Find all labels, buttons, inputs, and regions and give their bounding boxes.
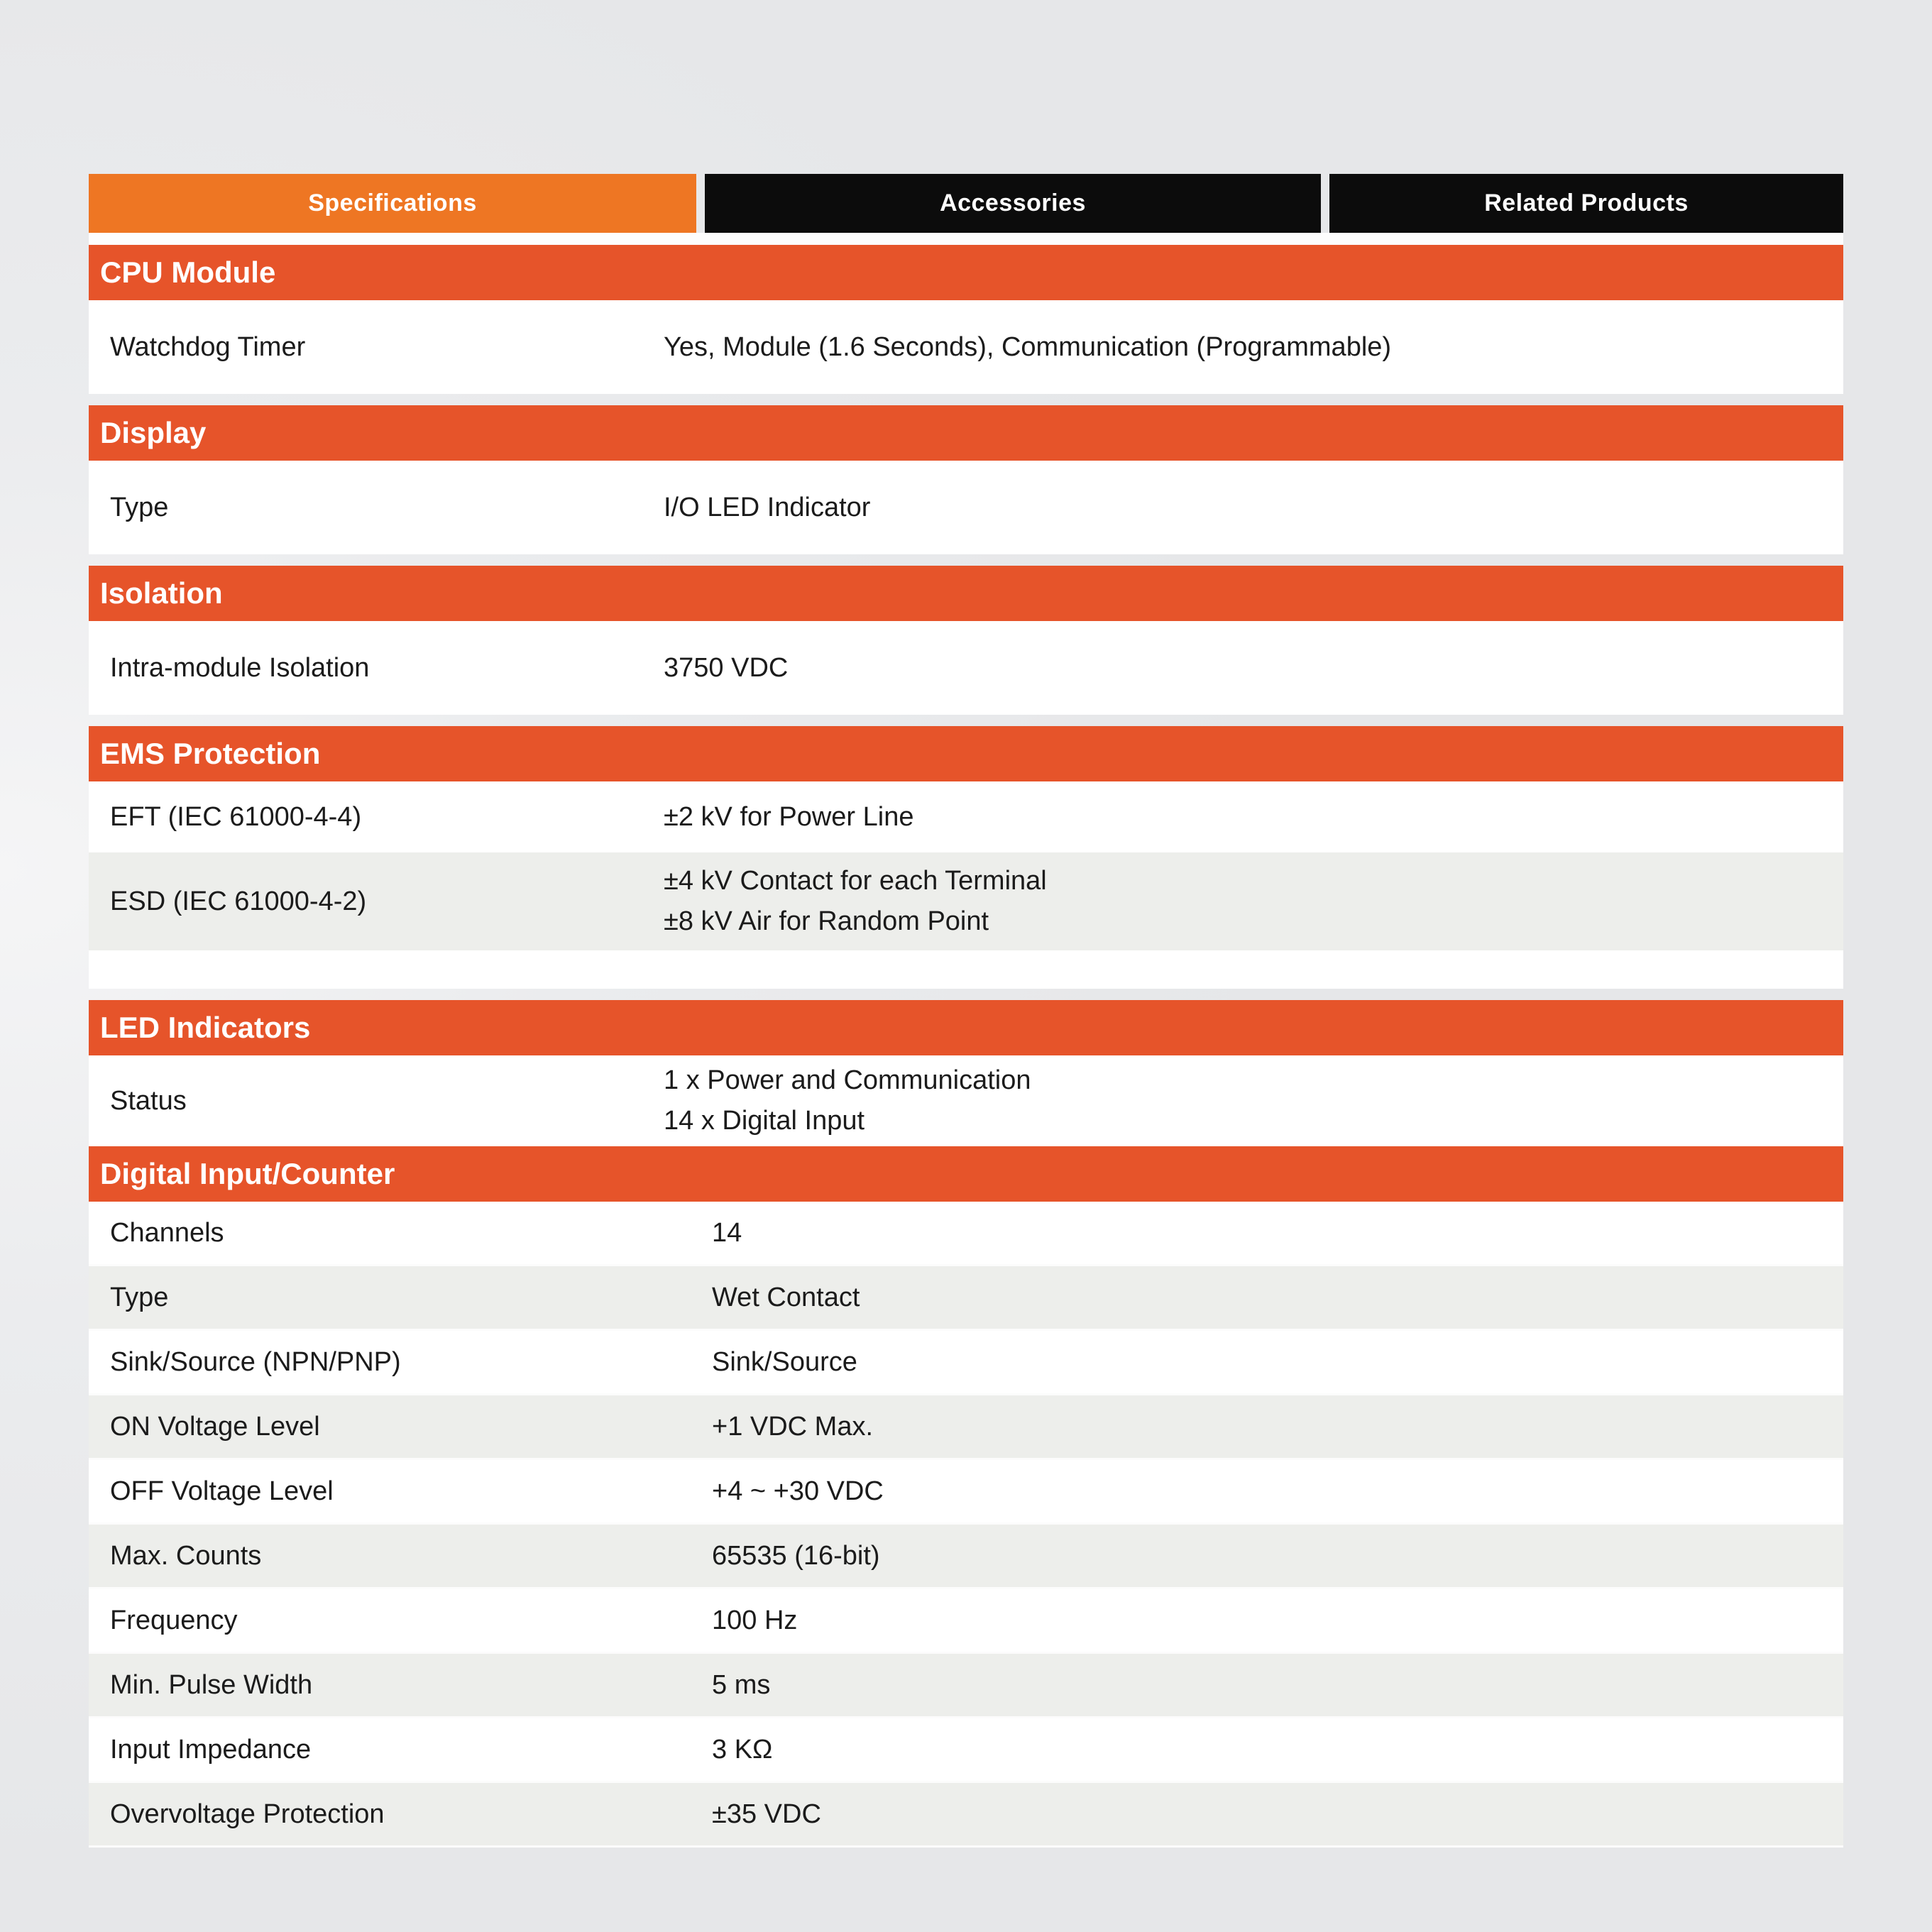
- section-gap: [89, 554, 1843, 566]
- row-value: I/O LED Indicator: [664, 492, 871, 522]
- row-label: Min. Pulse Width: [110, 1669, 313, 1700]
- table-row: [89, 1654, 1843, 1718]
- section-header-cpu-module: CPU Module: [89, 245, 1843, 300]
- section-header-display: Display: [89, 405, 1843, 461]
- table-row: [89, 1460, 1843, 1525]
- row-label: Sink/Source (NPN/PNP): [110, 1346, 401, 1377]
- row-label: Channels: [110, 1217, 224, 1248]
- row-label: Watchdog Timer: [110, 331, 306, 362]
- section-digital-input-counter: [89, 1146, 1843, 1848]
- tab-bar-underline: [89, 233, 1843, 245]
- row-label: Frequency: [110, 1605, 238, 1635]
- section-gap: [89, 715, 1843, 726]
- section-isolation: [89, 566, 1843, 715]
- tab-related-products[interactable]: Related Products: [1329, 174, 1843, 233]
- row-label: Type: [110, 1282, 169, 1312]
- row-value: [664, 1060, 1843, 1141]
- row-value: Sink/Source: [712, 1346, 857, 1377]
- table-row: [89, 1395, 1843, 1460]
- row-label: ESD (IEC 61000-4-2): [110, 886, 367, 916]
- table-row: [89, 1202, 1843, 1266]
- section-header-led-indicators: LED Indicators: [89, 1000, 1843, 1055]
- row-label: OFF Voltage Level: [110, 1476, 334, 1506]
- tab-accessories[interactable]: Accessories: [705, 174, 1321, 233]
- tab-bar: [89, 174, 1843, 233]
- table-row: [89, 1266, 1843, 1331]
- row-value: 3750 VDC: [664, 652, 789, 683]
- spec-content: [89, 174, 1843, 1848]
- row-value: 3 KΩ: [712, 1734, 773, 1764]
- table-row: [89, 461, 1843, 554]
- row-value: ±2 kV for Power Line: [664, 801, 914, 832]
- row-value: 65535 (16-bit): [712, 1540, 880, 1571]
- table-row: [89, 1055, 1843, 1146]
- row-label: EFT (IEC 61000-4-4): [110, 801, 362, 832]
- row-label: Intra-module Isolation: [110, 652, 370, 683]
- section-header-isolation: Isolation: [89, 566, 1843, 621]
- row-value: 100 Hz: [712, 1605, 798, 1635]
- row-value: 14: [712, 1217, 742, 1248]
- row-value-line: 1 x Power and Communication: [664, 1065, 1031, 1095]
- section-header-ems-protection: EMS Protection: [89, 726, 1843, 781]
- row-value: 5 ms: [712, 1669, 771, 1700]
- row-label: Overvoltage Protection: [110, 1799, 385, 1829]
- row-value: ±35 VDC: [712, 1799, 821, 1829]
- table-row: [89, 1331, 1843, 1395]
- row-value: [664, 861, 1843, 942]
- table-row: [89, 781, 1843, 852]
- tab-specifications[interactable]: Specifications: [89, 174, 696, 233]
- section-ems-protection: [89, 726, 1843, 989]
- row-value: +4 ~ +30 VDC: [712, 1476, 884, 1506]
- section-gap: [89, 989, 1843, 1000]
- row-label: Input Impedance: [110, 1734, 312, 1764]
- row-value: Yes, Module (1.6 Seconds), Communication (Programmable): [664, 331, 1392, 362]
- row-label: Max. Counts: [110, 1540, 262, 1571]
- section-header-digital-input-counter: Digital Input/Counter: [89, 1146, 1843, 1202]
- table-row: [89, 1718, 1843, 1783]
- row-value-line: 14 x Digital Input: [664, 1106, 865, 1136]
- section-gap: [89, 394, 1843, 405]
- table-row: [89, 1589, 1843, 1654]
- table-row: [89, 621, 1843, 715]
- row-value-line: ±8 kV Air for Random Point: [664, 906, 989, 936]
- section-display: [89, 405, 1843, 554]
- table-row: [89, 1525, 1843, 1589]
- table-row: [89, 300, 1843, 394]
- row-value: Wet Contact: [712, 1282, 860, 1312]
- row-value-line: ±4 kV Contact for each Terminal: [664, 866, 1047, 896]
- row-label: Status: [110, 1085, 187, 1116]
- row-value: +1 VDC Max.: [712, 1411, 874, 1442]
- row-label: ON Voltage Level: [110, 1411, 320, 1442]
- row-label: Type: [110, 492, 169, 522]
- section-led-indicators: [89, 1000, 1843, 1146]
- section-cpu-module: [89, 245, 1843, 394]
- table-row: [89, 852, 1843, 950]
- table-row: [89, 1783, 1843, 1848]
- blank-row: [89, 950, 1843, 989]
